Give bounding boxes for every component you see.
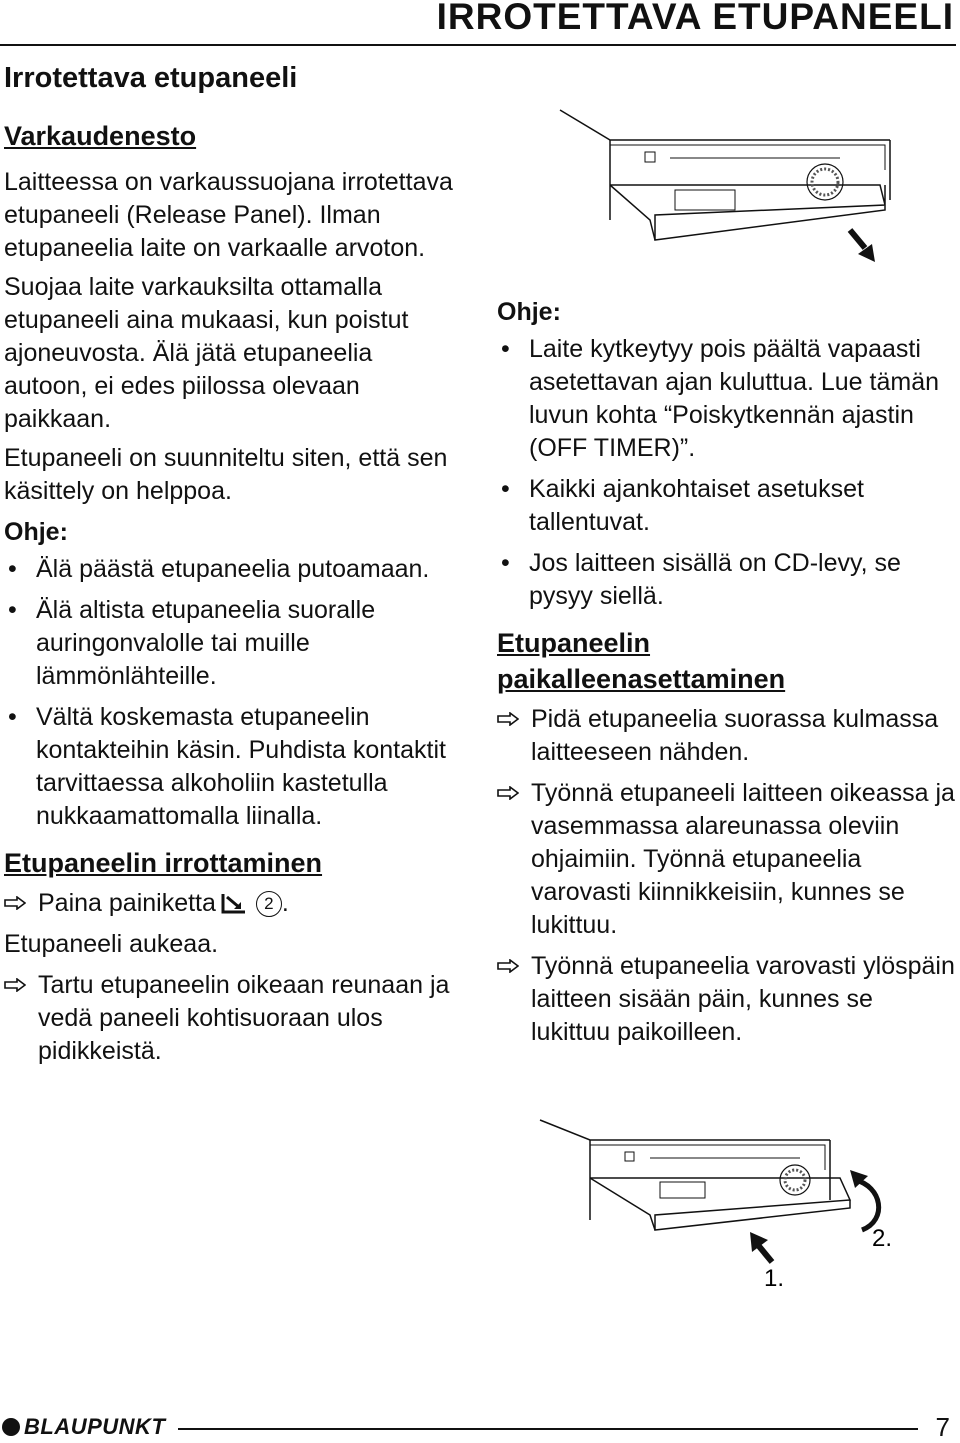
- right-note-list: [497, 333, 955, 613]
- step-arrow-icon: [497, 712, 519, 726]
- panel-attach-illustration: [510, 1100, 930, 1300]
- release-button-icon: [220, 891, 248, 915]
- remove-heading: Etupaneelin irrottaminen: [4, 848, 323, 878]
- right-column: [497, 296, 955, 1057]
- left-column: [4, 60, 460, 1076]
- remove-result: Etupaneeli aukeaa.: [4, 930, 219, 958]
- note-item: • Älä altista etupaneelia suoralle auringonvalolle tai muille lämmönlähteille.: [4, 594, 460, 693]
- attach-step-text: Työnnä etupaneelia varovasti ylöspäin laitteen sisään päin, kunnes se lukittuu paikoilleen.: [531, 952, 955, 1046]
- note-item: • Kaikki ajankohtaiset asetukset tallentuvat.: [497, 473, 955, 539]
- remove-steps: [4, 887, 460, 920]
- attach-heading-line-1: Etupaneelin: [497, 628, 651, 658]
- note-item: • Älä päästä etupaneelia putoamaan.: [4, 553, 460, 586]
- page-number: 7: [935, 1412, 950, 1442]
- remove-step-1-end: .: [281, 889, 289, 917]
- attach-heading: [497, 625, 955, 697]
- attach-step: [497, 777, 955, 942]
- paragraph: Laitteessa on varkaussuojana irrotettava etupaneeli (Release Panel). Ilman etupaneelia laite on varkaalle arvoton.: [4, 168, 453, 262]
- paragraph: Etupaneeli on suunniteltu siten, että sen käsittely on helppoa.: [4, 444, 448, 505]
- attach-step-text: Työnnä etupaneeli laitteen oikeassa ja vasemmassa alareunassa oleviin ohjaimiin. Työnnä etupaneelia varovasti kiinnikkeisiin, kunnes se lukittuu.: [531, 779, 955, 939]
- figure-label-1: 1.: [764, 1265, 785, 1292]
- remove-step-1-text: Paina painiketta: [38, 889, 216, 917]
- attach-steps: [497, 703, 955, 1049]
- step-arrow-icon: [497, 959, 519, 973]
- panel-open-illustration: [540, 90, 940, 280]
- remove-steps-2: [4, 969, 460, 1068]
- step-arrow-icon: [4, 896, 26, 910]
- note-item: • Laite kytkeytyy pois päältä vapaasti asetettavan ajan kuluttua. Lue tämän luvun kohta “Poiskytkennän ajastin (OFF TIMER)”.: [497, 333, 955, 465]
- note-label: Ohje:: [4, 518, 68, 546]
- note-item: • Vältä koskemasta etupaneelin kontakteihin käsin. Puhdista kontaktit tarvittaessa alkoholiin kastetulla nukkaamattomalla liinalla.: [4, 701, 460, 833]
- header-rule: [0, 44, 956, 46]
- brand-dot-icon: [2, 1418, 20, 1436]
- paragraph: Suojaa laite varkauksilta ottamalla etupaneeli aina mukaasi, kun poistut ajoneuvosta. Älä jätä etupaneelia autoon, ei edes piilossa olevaan paikkaan.: [4, 273, 409, 433]
- remove-step-1: [4, 887, 460, 920]
- page-header-title: IRROTETTAVA ETUPANEELI: [436, 0, 954, 37]
- remove-step-2: [4, 969, 460, 1068]
- note-list: [4, 553, 460, 833]
- step-arrow-icon: [497, 786, 519, 800]
- attach-step: [497, 950, 955, 1049]
- attach-step-text: Pidä etupaneelia suorassa kulmassa laitteeseen nähden.: [531, 705, 939, 766]
- footer-rule: [178, 1428, 918, 1430]
- brand-name: BLAUPUNKT: [24, 1414, 166, 1439]
- button-number-badge: 2: [256, 891, 282, 917]
- note-label: Ohje:: [497, 298, 561, 326]
- section-title: Irrotettava etupaneeli: [4, 62, 298, 94]
- step-arrow-icon: [4, 978, 26, 992]
- brand-logo: [2, 1414, 165, 1440]
- theft-heading: Varkaudenesto: [4, 121, 197, 151]
- note-item: • Jos laitteen sisällä on CD-levy, se pysyy siellä.: [497, 547, 955, 613]
- attach-heading-line-2: paikalleenasettaminen: [497, 664, 786, 694]
- remove-step-2-text: Tartu etupaneelin oikeaan reunaan ja vedä paneeli kohtisuoraan ulos pidikkeistä.: [38, 971, 450, 1065]
- figure-label-2: 2.: [872, 1225, 893, 1252]
- attach-step: [497, 703, 955, 769]
